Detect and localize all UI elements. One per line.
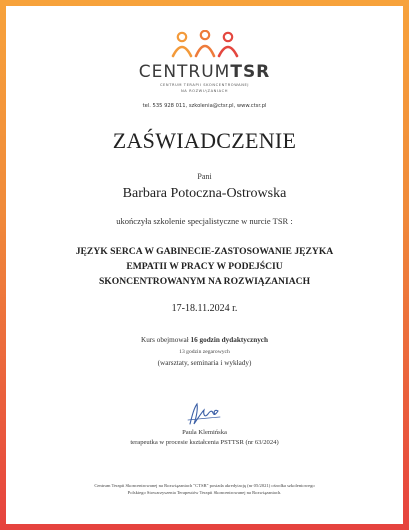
recipient-name: Barbara Potoczna-Ostrowska [122,186,287,201]
people-logo-icon [170,30,240,60]
footer-line: Polskiego Stowarzyszenia Terapeutów Terapii Skoncentrowanej na Rozwiązaniach. [127,490,282,495]
course-title-line: EMPATII W PRACY W PODEJŚCIU [126,261,283,272]
certificate-body [6,6,403,524]
signatory-role: terapeutka w procesie kształcenia PSTTSR (nr 63/2024) [130,439,279,446]
brand-bold: TSR [230,62,271,82]
footer-line: Centrum Terapii Skoncentrowanej na Rozwiązaniach "CTSR" posiada akredytację (nr 05/2021) ośrodka szkoleniowego [94,483,315,488]
salutation: Pani [197,172,212,181]
hours-bold: 16 godzin dydaktycznych [190,336,268,344]
brand-light: CENTRUM [138,62,231,82]
brand-subtitle-2: NA ROZWIĄZANIACH [180,89,229,93]
course-date: 17-18.11.2024 r. [171,303,238,314]
course-forms: (warsztaty, seminaria i wykłady) [157,359,252,367]
signatory-name: Paula Klemińska [182,429,227,436]
contact-line: tel. 535 928 011, szkolenia@ctsr.pl, www.ctsr.pl [142,103,267,109]
course-title-line: JĘZYK SERCA W GABINECIE-ZASTOSOWANIE JĘZYKA [75,246,334,257]
signature-icon [184,400,224,428]
hours-statement [6,336,403,344]
hours-prefix: Kurs obejmował [141,336,191,344]
header-logo [6,30,403,94]
course-title [36,244,373,289]
brand-name [6,62,403,82]
brand-subtitle-1: CENTRUM TERAPII SKONCENTROWANEJ [159,83,250,87]
course-title-line: SKONCENTROWANYM NA ROZWIĄZANIACH [98,276,311,287]
certificate-title: ZAŚWIADCZENIE [112,128,297,153]
accreditation-footer [42,482,367,496]
clock-hours: 13 godzin zegarowych [179,349,230,355]
completion-statement: ukończyła szkolenie specjalistyczne w nurcie TSR : [116,216,293,226]
